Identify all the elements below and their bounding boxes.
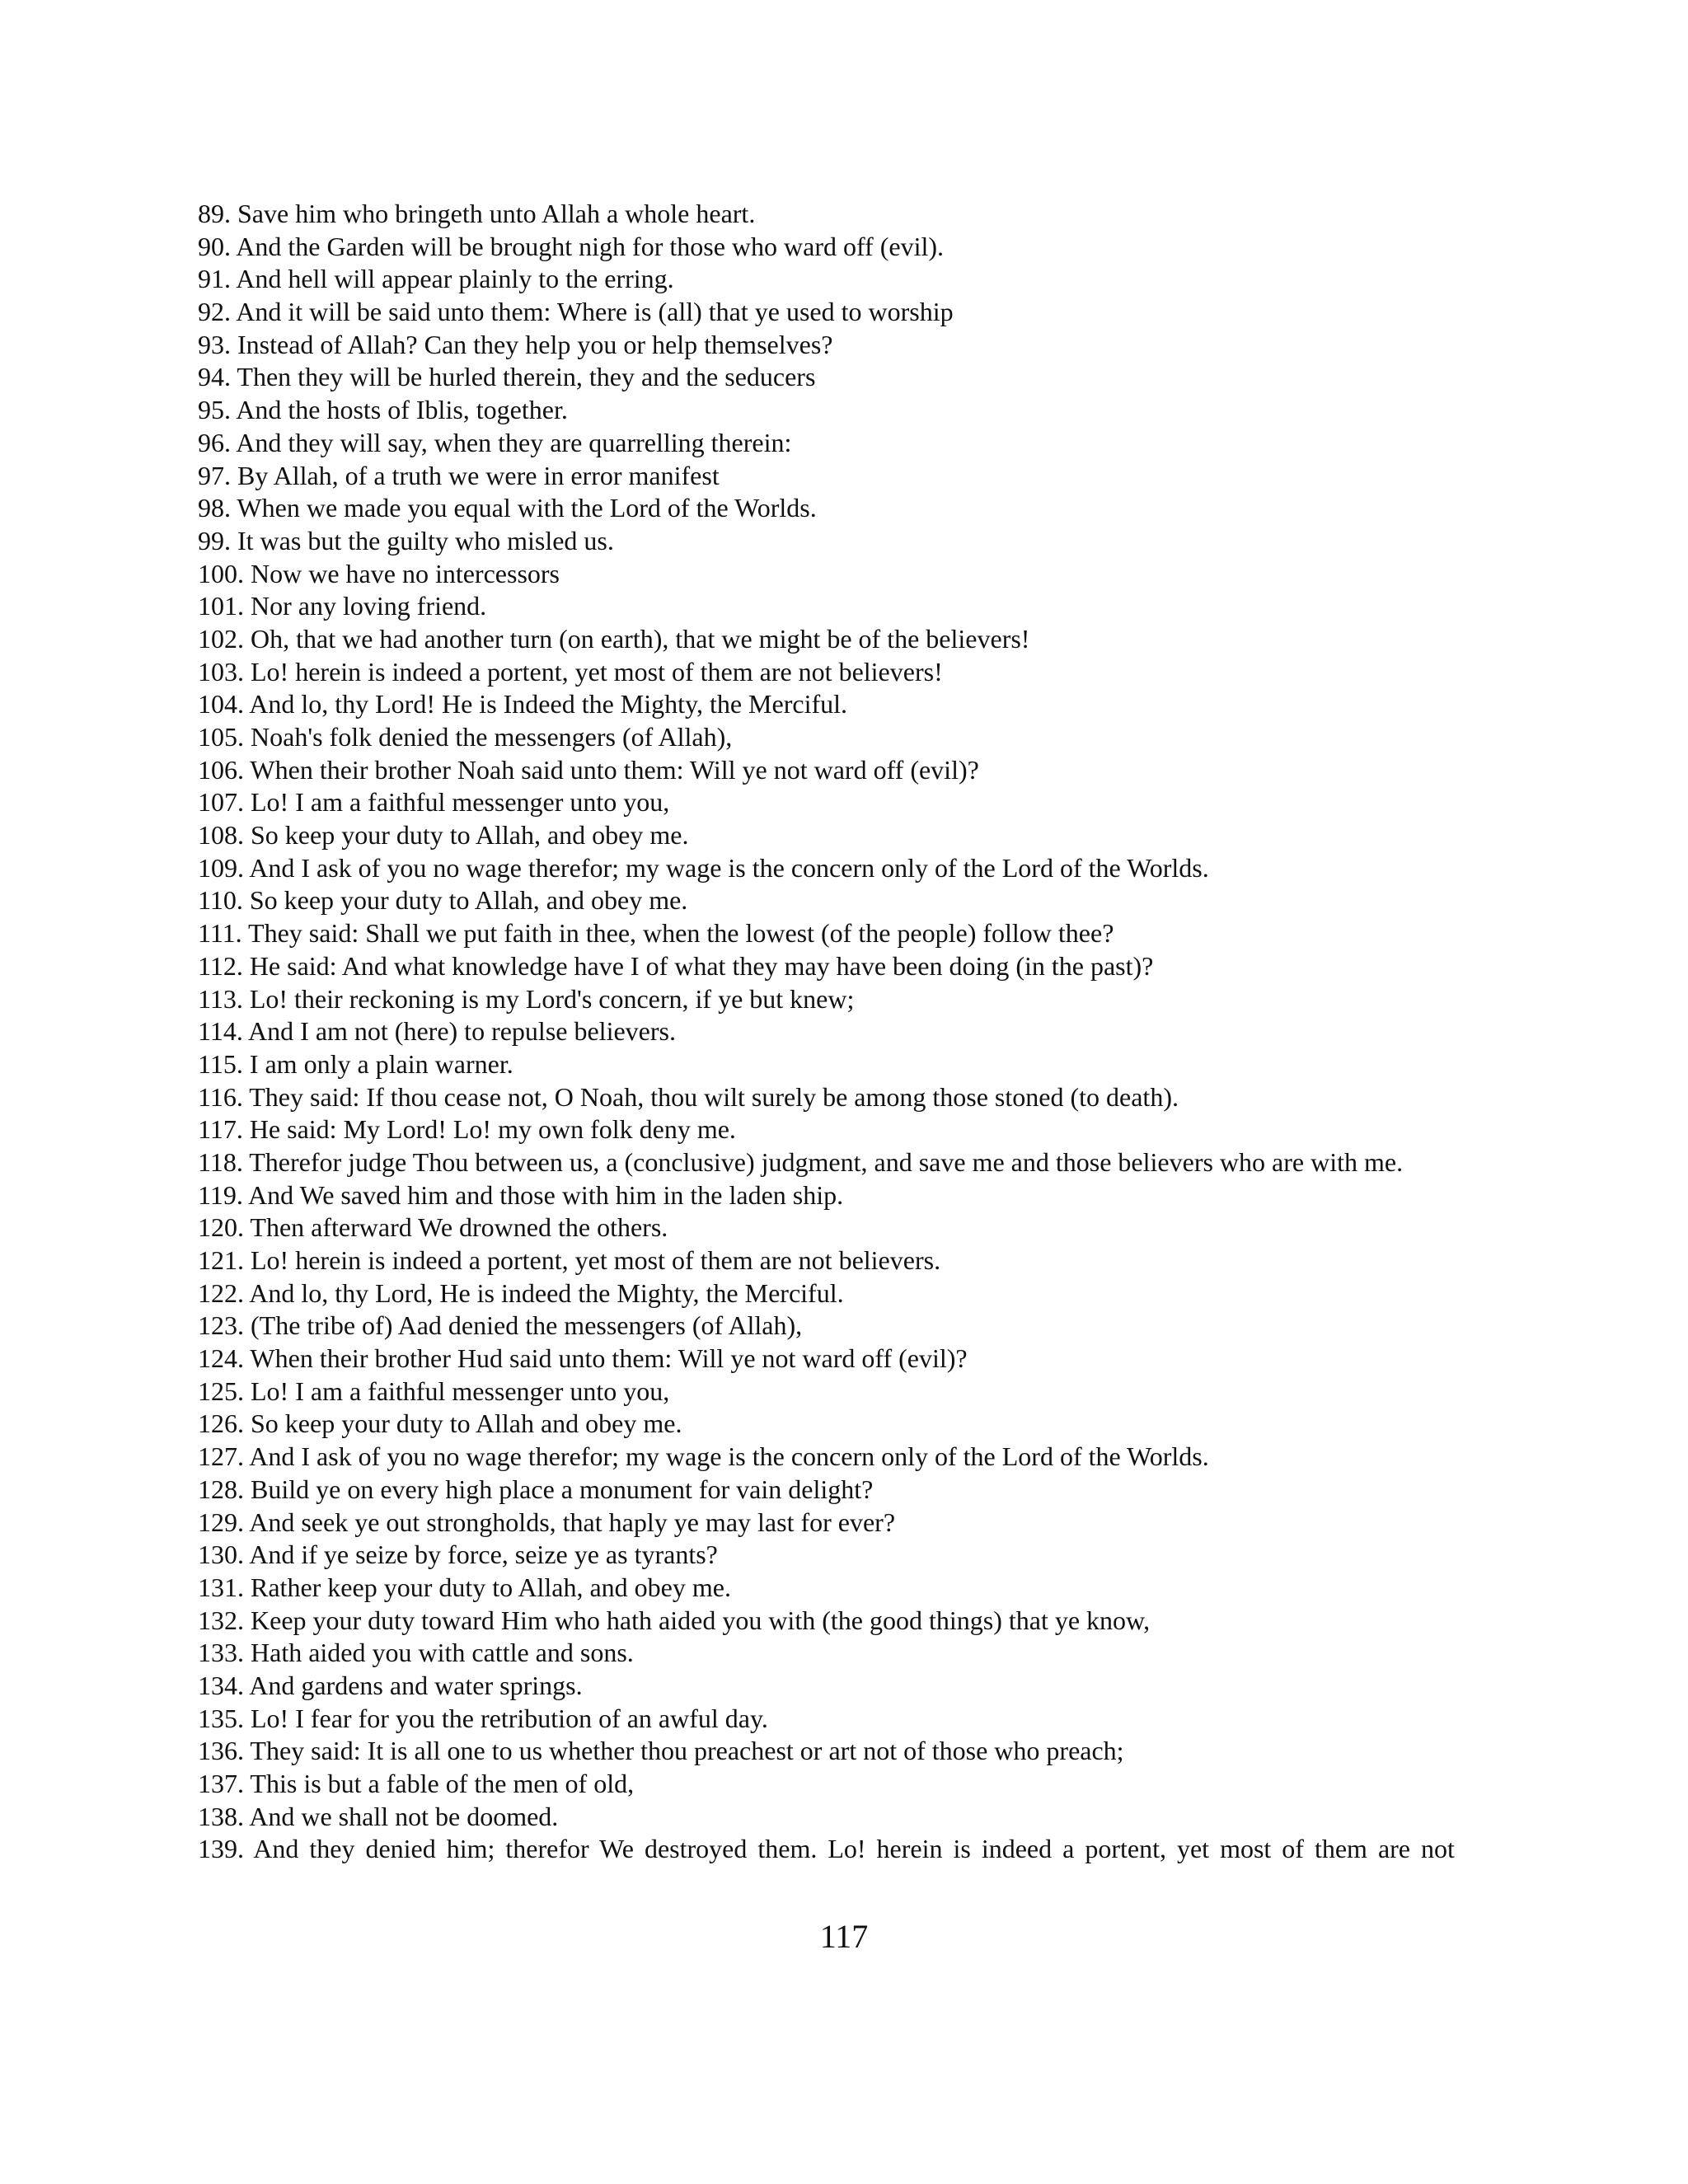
verse-line: 126. So keep your duty to Allah and obey me. [198, 1408, 682, 1439]
verse-line: 108. So keep your duty to Allah, and obey me. [198, 820, 689, 851]
verse-line: 116. They said: If thou cease not, O Noah, thou wilt surely be among those stoned (to death). [198, 1081, 1179, 1112]
verse-line: 134. And gardens and water springs. [198, 1670, 583, 1700]
verse-line: 103. Lo! herein is indeed a portent, yet most of them are not believers! [198, 656, 943, 687]
verse-line: 128. Build ye on every high place a monument for vain delight? [198, 1474, 874, 1504]
verse-line: 96. And they will say, when they are quarrelling therein: [198, 427, 792, 457]
verse-line: 90. And the Garden will be brought nigh for those who ward off (evil). [198, 231, 944, 261]
verse-line: 129. And seek ye out strongholds, that haply ye may last for ever? [198, 1507, 896, 1537]
verse-line: 133. Hath aided you with cattle and sons. [198, 1638, 634, 1668]
verse-line: 106. When their brother Noah said unto them: Will ye not ward off (evil)? [198, 754, 979, 785]
verse-line: 101. Nor any loving friend. [198, 591, 487, 621]
verse-line: 105. Noah's folk denied the messengers (of Allah), [198, 722, 733, 752]
verse-line: 104. And lo, thy Lord! He is Indeed the Mighty, the Merciful. [198, 689, 847, 719]
verse-line: 138. And we shall not be doomed. [198, 1801, 559, 1831]
verse-line: 94. Then they will be hurled therein, they and the seducers [198, 362, 816, 392]
verse-line: 124. When their brother Hud said unto them: Will ye not ward off (evil)? [198, 1343, 968, 1374]
verse-line: 120. Then afterward We drowned the others. [198, 1212, 668, 1243]
verse-line: 135. Lo! I fear for you the retribution of an awful day. [198, 1703, 768, 1733]
verse-line: 123. (The tribe of) Aad denied the messengers (of Allah), [198, 1310, 803, 1341]
verse-line: 98. When we made you equal with the Lord of the Worlds. [198, 493, 817, 523]
verse-line: 114. And I am not (here) to repulse believers. [198, 1016, 676, 1047]
verse-line: 113. Lo! their reckoning is my Lord's concern, if ye but knew; [198, 983, 855, 1014]
page-number: 117 [819, 1918, 869, 1955]
verse-line: 89. Save him who bringeth unto Allah a whole heart. [198, 199, 756, 228]
verse-line: 95. And the hosts of Iblis, together. [198, 395, 568, 425]
verse-line: 132. Keep your duty toward Him who hath aided you with (the good things) that ye know, [198, 1605, 1151, 1635]
verse-line: 107. Lo! I am a faithful messenger unto you, [198, 787, 670, 818]
verse-line: 122. And lo, thy Lord, He is indeed the Mighty, the Merciful. [198, 1277, 844, 1308]
verse-line: 111. They said: Shall we put faith in thee, when the lowest (of the people) follow thee? [198, 918, 1114, 949]
verse-line: 92. And it will be said unto them: Where is (all) that ye used to worship [198, 297, 954, 327]
verse-line: 137. This is but a fable of the men of old, [198, 1769, 635, 1798]
verse-line: 100. Now we have no intercessors [198, 558, 560, 588]
verse-line: 119. And We saved him and those with him in the laden ship. [198, 1179, 844, 1210]
verse-line: 125. Lo! I am a faithful messenger unto you, [198, 1376, 670, 1406]
verse-line: 130. And if ye seize by force, seize ye as tyrants? [198, 1540, 718, 1570]
verse-line: 93. Instead of Allah? Can they help you or help themselves? [198, 329, 833, 359]
verse-line: 131. Rather keep your duty to Allah, and obey me. [198, 1572, 731, 1602]
verse-line: 139. And they denied him; therefor We destroyed them. Lo! herein is indeed a portent, yet most of them are not [198, 1834, 1455, 1864]
verse-line: 117. He said: My Lord! Lo! my own folk deny me. [198, 1114, 736, 1145]
verse-line: 136. They said: It is all one to us whether thou preachest or art not of those who preach; [198, 1736, 1124, 1766]
verse-line: 110. So keep your duty to Allah, and obey me. [198, 885, 688, 916]
verse-line: 121. Lo! herein is indeed a portent, yet most of them are not believers. [198, 1245, 941, 1275]
verse-line: 97. By Allah, of a truth we were in error manifest [198, 460, 720, 490]
verse-line: 102. Oh, that we had another turn (on earth), that we might be of the believers! [198, 623, 1030, 654]
verse-list [198, 198, 1484, 1866]
verse-line: 112. He said: And what knowledge have I of what they may have been doing (in the past)? [198, 950, 1154, 981]
verse-line: 91. And hell will appear plainly to the erring. [198, 264, 674, 294]
verse-line: 109. And I ask of you no wage therefor; my wage is the concern only of the Lord of the Worlds. [198, 852, 1209, 883]
verse-line: 127. And I ask of you no wage therefor; my wage is the concern only of the Lord of the Worlds. [198, 1441, 1209, 1472]
verse-line: 99. It was but the guilty who misled us. [198, 525, 614, 555]
verse-line: 115. I am only a plain warner. [198, 1048, 513, 1079]
verse-line: 118. Therefor judge Thou between us, a (conclusive) judgment, and save me and those believers who are with me. [198, 1146, 1404, 1177]
